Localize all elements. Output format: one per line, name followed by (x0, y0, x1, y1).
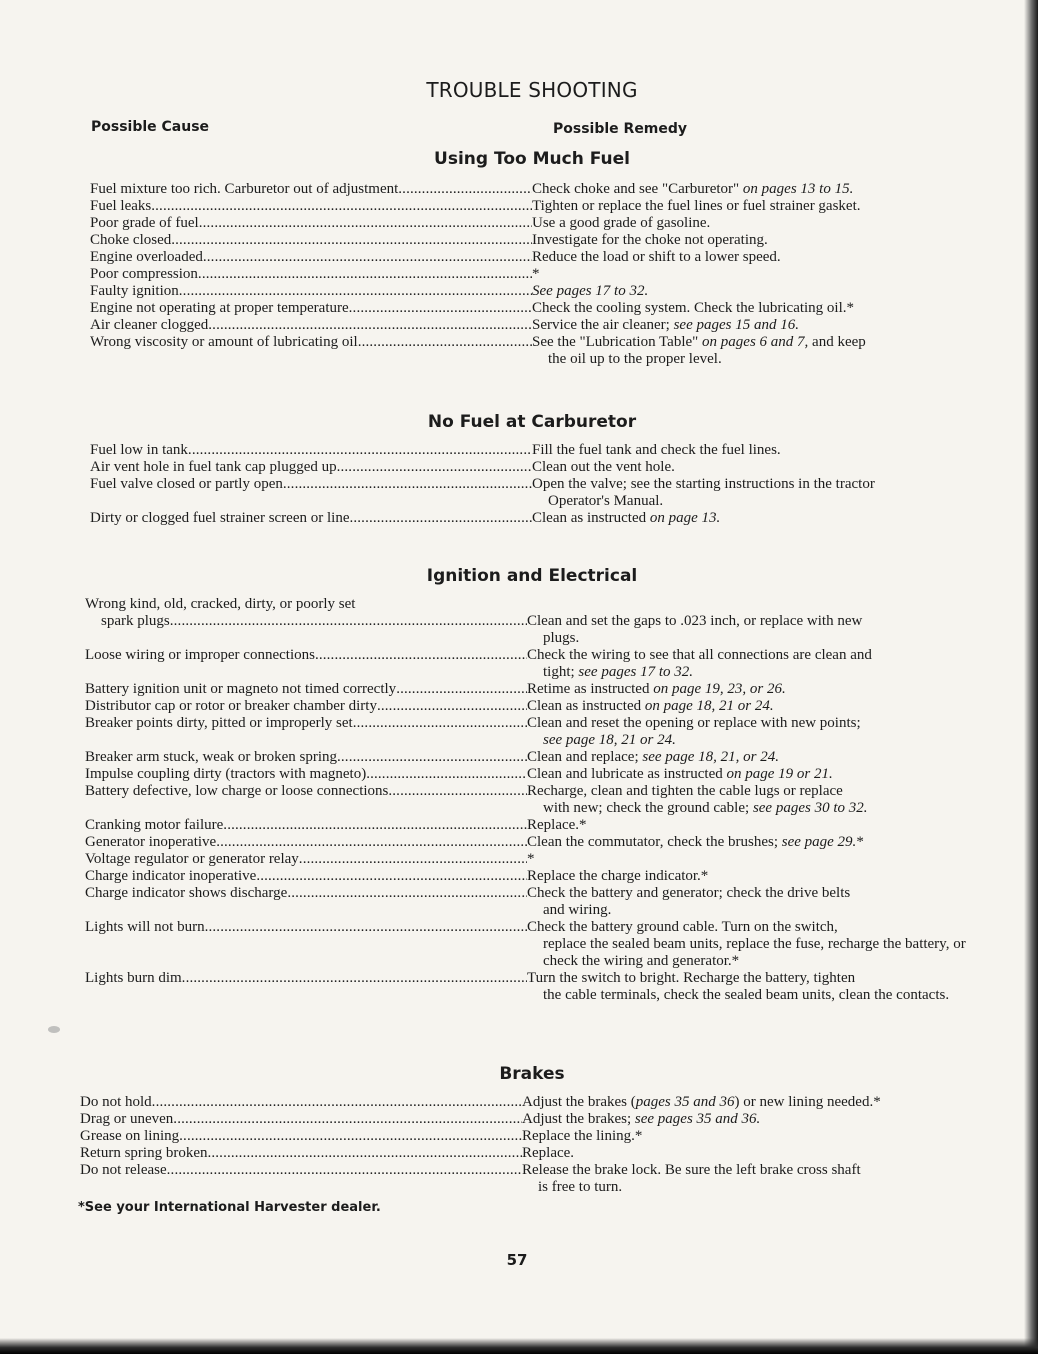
page-smudge (48, 1026, 60, 1033)
possible-cause: spark plugs . . . (85, 613, 527, 630)
possible-remedy: Clean as instructed on page 18, 21 or 24. (527, 698, 774, 714)
possible-cause: Return spring broken . . . (80, 1145, 522, 1162)
possible-remedy: See pages 17 to 32. (532, 283, 649, 299)
possible-cause: Do not release . . . (80, 1162, 522, 1179)
possible-remedy: Clean and set the gaps to .023 inch, or replace with new plugs. (527, 613, 975, 647)
remedy-continuation: tight; see pages 17 to 32. (543, 664, 693, 680)
possible-remedy: Use a good grade of gasoline. (532, 215, 711, 231)
trouble-row (80, 1094, 970, 1111)
possible-remedy: Check the cooling system. Check the lubricating oil.* (532, 300, 855, 316)
dot-leader (337, 459, 532, 476)
dot-leader (353, 715, 527, 732)
remedy-continuation: the oil up to the proper level. (548, 351, 722, 367)
dot-leader (179, 283, 532, 300)
remedy-continuation: see page 18, 21 or 24. (543, 732, 676, 748)
trouble-row (85, 647, 975, 681)
possible-remedy: Clean the commutator, check the brushes; see page 29.* (527, 834, 864, 850)
possible-cause: Air vent hole in fuel tank cap plugged up . . . (90, 459, 532, 476)
dot-leader (377, 698, 527, 715)
remedy-continuation: the cable terminals, check the sealed beam units, clean the contacts. (543, 987, 950, 1003)
section-rows-ignition (85, 596, 975, 1004)
possible-remedy: * (532, 266, 540, 282)
possible-remedy: Retime as instructed on page 19, 23, or 26. (527, 681, 786, 697)
trouble-row (80, 1145, 970, 1162)
dot-leader (182, 970, 527, 987)
trouble-row (85, 613, 975, 647)
trouble-row (85, 681, 975, 698)
dot-leader (207, 1145, 522, 1162)
section-heading-fuel-usage: Using Too Much Fuel (434, 149, 630, 169)
possible-cause: Air cleaner clogged . . . (90, 317, 532, 334)
trouble-row (90, 334, 978, 368)
dot-leader (223, 817, 527, 834)
possible-cause: Distributor cap or rotor or breaker chamber dirty . . . (85, 698, 527, 715)
trouble-row (80, 1111, 970, 1128)
possible-remedy: Replace. (522, 1145, 575, 1161)
trouble-row (90, 442, 978, 459)
remedy-continuation: plugs. (543, 630, 580, 646)
dot-leader (287, 885, 527, 902)
possible-cause: Cranking motor failure . . . (85, 817, 527, 834)
ignition-pre-line: Wrong kind, old, cracked, dirty, or poorly set (85, 596, 356, 612)
trouble-row (85, 817, 975, 834)
trouble-row (90, 215, 978, 232)
dot-leader (256, 868, 527, 885)
possible-cause: Fuel mixture too rich. Carburetor out of adjustment . . . (90, 181, 532, 198)
possible-remedy: Service the air cleaner; see pages 15 and 16. (532, 317, 799, 333)
possible-cause: Generator inoperative . . . (85, 834, 527, 851)
possible-cause: Engine not operating at proper temperature . . . (90, 300, 532, 317)
possible-remedy: Check choke and see "Carburetor" on pages 13 to 15. (532, 181, 854, 197)
possible-remedy: Replace the charge indicator.* (527, 868, 709, 884)
dot-leader (170, 613, 527, 630)
possible-cause: Fuel leaks . . . (90, 198, 532, 215)
possible-remedy: Turn the switch to bright. Recharge the battery, tighten the cable terminals, check the sealed beam units, clean the contacts. (527, 970, 975, 1004)
trouble-row (90, 181, 978, 198)
possible-remedy: Clean and reset the opening or replace with new points; see page 18, 21 or 24. (527, 715, 975, 749)
trouble-row (90, 510, 978, 527)
possible-cause: Dirty or clogged fuel strainer screen or line . . . (90, 510, 532, 527)
possible-cause: Drag or uneven . . . (80, 1111, 522, 1128)
dot-leader (315, 647, 527, 664)
page-right-edge-shadow (1024, 0, 1038, 1354)
possible-remedy: Recharge, clean and tighten the cable lugs or replace with new; check the ground cable; see pages 30 to 32. (527, 783, 975, 817)
possible-remedy: Check the wiring to see that all connections are clean and tight; see pages 17 to 32. (527, 647, 975, 681)
dot-leader (299, 851, 527, 868)
section-heading-ignition: Ignition and Electrical (426, 566, 638, 586)
possible-cause: Lights will not burn . . . (85, 919, 527, 936)
dot-leader (349, 510, 532, 527)
page-bottom-edge-shadow (0, 1338, 1038, 1354)
possible-cause: Do not hold . . . (80, 1094, 522, 1111)
possible-cause: Breaker arm stuck, weak or broken spring . . . (85, 749, 527, 766)
trouble-row (80, 1128, 970, 1145)
section-rows-brakes (80, 1094, 970, 1196)
dot-leader (199, 215, 532, 232)
possible-remedy: Adjust the brakes; see pages 35 and 36. (522, 1111, 761, 1127)
dot-leader (179, 1128, 522, 1145)
dot-leader (198, 266, 532, 283)
possible-remedy: Fill the fuel tank and check the fuel lines. (532, 442, 781, 458)
trouble-row (90, 266, 978, 283)
possible-remedy: Check the battery and generator; check the drive belts and wiring. (527, 885, 975, 919)
dot-leader (171, 232, 532, 249)
trouble-row (85, 749, 975, 766)
trouble-row (85, 919, 975, 970)
page-title: TROUBLE SHOOTING (426, 78, 638, 102)
possible-remedy: Clean out the vent hole. (532, 459, 675, 475)
possible-remedy: Check the battery ground cable. Turn on the switch, replace the sealed beam units, replace the fuse, recharge the battery, or check the wiring and generator.* (527, 919, 975, 970)
trouble-row (85, 970, 975, 1004)
dot-leader (349, 300, 532, 317)
possible-cause: Battery defective, low charge or loose connections . . . (85, 783, 527, 800)
dot-leader (152, 1094, 522, 1111)
trouble-row (90, 283, 978, 300)
possible-cause: Voltage regulator or generator relay . . . (85, 851, 527, 868)
remedy-continuation: is free to turn. (538, 1179, 623, 1195)
dot-leader (283, 476, 532, 493)
possible-cause: Battery ignition unit or magneto not timed correctly . . . (85, 681, 527, 698)
possible-cause: Faulty ignition . . . (90, 283, 532, 300)
page-number: 57 (506, 1251, 528, 1269)
possible-remedy: Clean as instructed on page 13. (532, 510, 721, 526)
dot-leader (366, 766, 527, 783)
remedy-continuation: replace the sealed beam units, replace the fuse, recharge the battery, or check the wiring and generator.* (543, 936, 966, 969)
possible-remedy: Open the valve; see the starting instructions in the tractor Operator's Manual. (532, 476, 978, 510)
dot-leader (337, 749, 527, 766)
dot-leader (388, 783, 527, 800)
trouble-row (85, 698, 975, 715)
possible-cause: Breaker points dirty, pitted or improperly set . . . (85, 715, 527, 732)
trouble-row (90, 459, 978, 476)
possible-remedy: Tighten or replace the fuel lines or fuel strainer gasket. (532, 198, 861, 214)
section-heading-no-fuel: No Fuel at Carburetor (427, 412, 637, 432)
possible-remedy: Reduce the load or shift to a lower speed. (532, 249, 781, 265)
trouble-row (85, 766, 975, 783)
trouble-row (90, 198, 978, 215)
dot-leader (173, 1111, 522, 1128)
possible-remedy: Clean and replace; see page 18, 21, or 24. (527, 749, 780, 765)
possible-cause: Charge indicator shows discharge . . . (85, 885, 527, 902)
possible-remedy: See the "Lubrication Table" on pages 6 and 7, and keep the oil up to the proper level. (532, 334, 978, 368)
possible-remedy: Replace the lining.* (522, 1128, 643, 1144)
possible-cause: Loose wiring or improper connections . . . (85, 647, 527, 664)
trouble-row (90, 249, 978, 266)
possible-cause: Engine overloaded . . . (90, 249, 532, 266)
dot-leader (203, 249, 532, 266)
dot-leader (398, 181, 532, 198)
column-header-remedy: Possible Remedy (553, 121, 688, 137)
dot-leader (167, 1162, 522, 1179)
possible-cause: Choke closed . . . (90, 232, 532, 249)
dot-leader (358, 334, 532, 351)
trouble-row (90, 300, 978, 317)
possible-cause: Fuel low in tank . . . (90, 442, 532, 459)
dot-leader (216, 834, 527, 851)
dot-leader (205, 919, 527, 936)
trouble-row (85, 851, 975, 868)
trouble-row (80, 1162, 970, 1196)
dot-leader (396, 681, 527, 698)
possible-cause: Fuel valve closed or partly open . . . (90, 476, 532, 493)
trouble-row (90, 476, 978, 510)
possible-cause: Grease on lining . . . (80, 1128, 522, 1145)
section-rows-no-fuel (90, 442, 978, 527)
possible-cause: Poor compression . . . (90, 266, 532, 283)
trouble-row (90, 317, 978, 334)
trouble-row (85, 868, 975, 885)
trouble-row (85, 834, 975, 851)
dot-leader (208, 317, 532, 334)
possible-cause: Charge indicator inoperative . . . (85, 868, 527, 885)
section-heading-brakes: Brakes (499, 1064, 565, 1084)
dot-leader (188, 442, 532, 459)
trouble-row (90, 232, 978, 249)
trouble-row (85, 885, 975, 919)
possible-remedy: Adjust the brakes (pages 35 and 36) or new lining needed.* (522, 1094, 881, 1110)
remedy-continuation: with new; check the ground cable; see pages 30 to 32. (543, 800, 868, 816)
trouble-row (85, 783, 975, 817)
footnote: *See your International Harvester dealer. (78, 1200, 381, 1215)
column-header-cause: Possible Cause (91, 119, 210, 135)
possible-cause: Wrong viscosity or amount of lubricating oil . . . (90, 334, 532, 351)
section-rows-fuel-usage (90, 181, 978, 368)
trouble-row (85, 715, 975, 749)
possible-cause: Lights burn dim . . . (85, 970, 527, 987)
dot-leader (151, 198, 532, 215)
possible-remedy: Clean and lubricate as instructed on page 19 or 21. (527, 766, 833, 782)
possible-remedy: Replace.* (527, 817, 587, 833)
remedy-continuation: and wiring. (543, 902, 612, 918)
possible-remedy: Release the brake lock. Be sure the left brake cross shaft is free to turn. (522, 1162, 970, 1196)
remedy-continuation: Operator's Manual. (548, 493, 664, 509)
possible-remedy: Investigate for the choke not operating. (532, 232, 768, 248)
possible-remedy: * (527, 851, 535, 867)
possible-cause: Poor grade of fuel . . . (90, 215, 532, 232)
possible-cause: Impulse coupling dirty (tractors with magneto) . . . (85, 766, 527, 783)
